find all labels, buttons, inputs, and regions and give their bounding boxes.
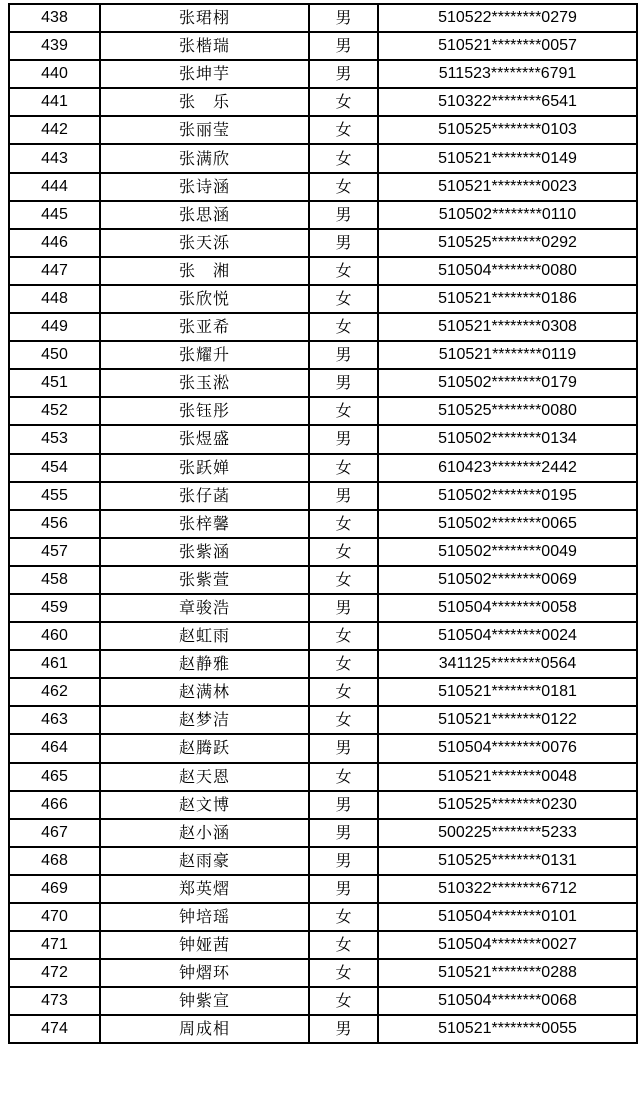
gender-cell: 女 xyxy=(309,650,378,678)
id-number-cell: 510525********0131 xyxy=(378,847,637,875)
gender-cell: 女 xyxy=(309,88,378,116)
table-row xyxy=(9,566,637,594)
id-number-cell: 510521********0149 xyxy=(378,144,637,172)
name-cell: 张坤芋 xyxy=(100,60,309,88)
table-row xyxy=(9,819,637,847)
id-number-cell: 510521********0023 xyxy=(378,173,637,201)
gender-cell: 女 xyxy=(309,116,378,144)
row-number-cell: 471 xyxy=(9,931,100,959)
id-number-cell: 510322********6712 xyxy=(378,875,637,903)
gender-cell: 男 xyxy=(309,1015,378,1043)
table-row xyxy=(9,397,637,425)
id-number-cell: 510521********0048 xyxy=(378,763,637,791)
table-row xyxy=(9,285,637,313)
table-row xyxy=(9,229,637,257)
row-number-cell: 466 xyxy=(9,791,100,819)
gender-cell: 男 xyxy=(309,734,378,762)
row-number-cell: 444 xyxy=(9,173,100,201)
row-number-cell: 450 xyxy=(9,341,100,369)
gender-cell: 女 xyxy=(309,454,378,482)
gender-cell: 女 xyxy=(309,285,378,313)
name-cell: 钟娅茜 xyxy=(100,931,309,959)
name-cell: 张满欣 xyxy=(100,144,309,172)
name-cell: 钟熠环 xyxy=(100,959,309,987)
row-number-cell: 446 xyxy=(9,229,100,257)
name-cell: 张紫涵 xyxy=(100,538,309,566)
name-cell: 张楷瑞 xyxy=(100,32,309,60)
row-number-cell: 453 xyxy=(9,425,100,453)
name-cell: 张丽莹 xyxy=(100,116,309,144)
gender-cell: 男 xyxy=(309,594,378,622)
name-cell: 张钰彤 xyxy=(100,397,309,425)
row-number-cell: 449 xyxy=(9,313,100,341)
gender-cell: 女 xyxy=(309,931,378,959)
row-number-cell: 443 xyxy=(9,144,100,172)
id-number-cell: 510525********0292 xyxy=(378,229,637,257)
gender-cell: 女 xyxy=(309,959,378,987)
table-row xyxy=(9,313,637,341)
table-row xyxy=(9,454,637,482)
name-cell: 赵天恩 xyxy=(100,763,309,791)
row-number-cell: 439 xyxy=(9,32,100,60)
gender-cell: 男 xyxy=(309,875,378,903)
id-number-cell: 510502********0134 xyxy=(378,425,637,453)
gender-cell: 男 xyxy=(309,229,378,257)
id-number-cell: 510502********0179 xyxy=(378,369,637,397)
name-cell: 张 湘 xyxy=(100,257,309,285)
id-number-cell: 510522********0279 xyxy=(378,4,637,32)
row-number-cell: 464 xyxy=(9,734,100,762)
gender-cell: 男 xyxy=(309,369,378,397)
name-cell: 赵腾跃 xyxy=(100,734,309,762)
gender-cell: 女 xyxy=(309,706,378,734)
id-number-cell: 510525********0230 xyxy=(378,791,637,819)
table-row xyxy=(9,650,637,678)
gender-cell: 女 xyxy=(309,510,378,538)
id-number-cell: 510521********0186 xyxy=(378,285,637,313)
name-cell: 张珺栩 xyxy=(100,4,309,32)
table-row xyxy=(9,144,637,172)
table-row xyxy=(9,116,637,144)
row-number-cell: 451 xyxy=(9,369,100,397)
name-cell: 张天泺 xyxy=(100,229,309,257)
name-cell: 张跃婵 xyxy=(100,454,309,482)
row-number-cell: 452 xyxy=(9,397,100,425)
row-number-cell: 447 xyxy=(9,257,100,285)
gender-cell: 女 xyxy=(309,566,378,594)
gender-cell: 女 xyxy=(309,144,378,172)
table-row xyxy=(9,847,637,875)
name-cell: 赵虹雨 xyxy=(100,622,309,650)
gender-cell: 男 xyxy=(309,819,378,847)
table-row xyxy=(9,875,637,903)
table-row xyxy=(9,173,637,201)
gender-cell: 男 xyxy=(309,32,378,60)
id-number-cell: 510502********0049 xyxy=(378,538,637,566)
name-cell: 张 乐 xyxy=(100,88,309,116)
name-cell: 周成相 xyxy=(100,1015,309,1043)
table-row xyxy=(9,32,637,60)
id-number-cell: 510502********0195 xyxy=(378,482,637,510)
gender-cell: 男 xyxy=(309,425,378,453)
table-row xyxy=(9,510,637,538)
table-row xyxy=(9,369,637,397)
name-cell: 赵静雅 xyxy=(100,650,309,678)
id-number-cell: 510525********0103 xyxy=(378,116,637,144)
gender-cell: 女 xyxy=(309,987,378,1015)
name-cell: 张诗涵 xyxy=(100,173,309,201)
id-number-cell: 510521********0119 xyxy=(378,341,637,369)
table-row xyxy=(9,791,637,819)
gender-cell: 男 xyxy=(309,60,378,88)
id-number-cell: 510525********0080 xyxy=(378,397,637,425)
gender-cell: 女 xyxy=(309,538,378,566)
gender-cell: 女 xyxy=(309,257,378,285)
table-row xyxy=(9,622,637,650)
id-number-cell: 610423********2442 xyxy=(378,454,637,482)
row-number-cell: 441 xyxy=(9,88,100,116)
gender-cell: 男 xyxy=(309,341,378,369)
row-number-cell: 458 xyxy=(9,566,100,594)
table-row xyxy=(9,931,637,959)
row-number-cell: 472 xyxy=(9,959,100,987)
id-number-cell: 510521********0055 xyxy=(378,1015,637,1043)
gender-cell: 女 xyxy=(309,622,378,650)
table-row xyxy=(9,4,637,32)
row-number-cell: 470 xyxy=(9,903,100,931)
gender-cell: 男 xyxy=(309,201,378,229)
row-number-cell: 457 xyxy=(9,538,100,566)
gender-cell: 男 xyxy=(309,4,378,32)
gender-cell: 女 xyxy=(309,397,378,425)
name-cell: 赵文博 xyxy=(100,791,309,819)
id-number-cell: 510504********0080 xyxy=(378,257,637,285)
row-number-cell: 474 xyxy=(9,1015,100,1043)
name-cell: 张亚希 xyxy=(100,313,309,341)
id-number-cell: 510504********0101 xyxy=(378,903,637,931)
row-number-cell: 448 xyxy=(9,285,100,313)
id-number-cell: 341125********0564 xyxy=(378,650,637,678)
row-number-cell: 438 xyxy=(9,4,100,32)
table-row xyxy=(9,257,637,285)
row-number-cell: 460 xyxy=(9,622,100,650)
gender-cell: 男 xyxy=(309,847,378,875)
table-row xyxy=(9,959,637,987)
name-cell: 张仔菡 xyxy=(100,482,309,510)
table-row xyxy=(9,341,637,369)
table-row xyxy=(9,425,637,453)
row-number-cell: 465 xyxy=(9,763,100,791)
id-number-cell: 510504********0058 xyxy=(378,594,637,622)
id-number-cell: 510504********0076 xyxy=(378,734,637,762)
id-number-cell: 500225********5233 xyxy=(378,819,637,847)
gender-cell: 男 xyxy=(309,482,378,510)
table-row xyxy=(9,763,637,791)
row-number-cell: 462 xyxy=(9,678,100,706)
row-number-cell: 469 xyxy=(9,875,100,903)
gender-cell: 女 xyxy=(309,763,378,791)
gender-cell: 男 xyxy=(309,791,378,819)
roster-body xyxy=(9,4,637,1043)
name-cell: 张欣悦 xyxy=(100,285,309,313)
name-cell: 章骏浩 xyxy=(100,594,309,622)
name-cell: 赵雨豪 xyxy=(100,847,309,875)
row-number-cell: 459 xyxy=(9,594,100,622)
id-number-cell: 511523********6791 xyxy=(378,60,637,88)
gender-cell: 女 xyxy=(309,173,378,201)
table-row xyxy=(9,678,637,706)
table-row xyxy=(9,594,637,622)
name-cell: 赵小涵 xyxy=(100,819,309,847)
id-number-cell: 510521********0288 xyxy=(378,959,637,987)
id-number-cell: 510521********0181 xyxy=(378,678,637,706)
row-number-cell: 463 xyxy=(9,706,100,734)
row-number-cell: 467 xyxy=(9,819,100,847)
name-cell: 张煜盛 xyxy=(100,425,309,453)
row-number-cell: 445 xyxy=(9,201,100,229)
name-cell: 郑英熠 xyxy=(100,875,309,903)
row-number-cell: 468 xyxy=(9,847,100,875)
roster-table xyxy=(8,3,638,1044)
row-number-cell: 473 xyxy=(9,987,100,1015)
table-row xyxy=(9,482,637,510)
name-cell: 张紫萱 xyxy=(100,566,309,594)
table-row xyxy=(9,60,637,88)
id-number-cell: 510521********0122 xyxy=(378,706,637,734)
row-number-cell: 456 xyxy=(9,510,100,538)
table-row xyxy=(9,987,637,1015)
row-number-cell: 454 xyxy=(9,454,100,482)
gender-cell: 女 xyxy=(309,313,378,341)
row-number-cell: 461 xyxy=(9,650,100,678)
table-row xyxy=(9,201,637,229)
id-number-cell: 510502********0069 xyxy=(378,566,637,594)
table-row xyxy=(9,538,637,566)
id-number-cell: 510502********0110 xyxy=(378,201,637,229)
row-number-cell: 440 xyxy=(9,60,100,88)
table-row xyxy=(9,88,637,116)
id-number-cell: 510322********6541 xyxy=(378,88,637,116)
name-cell: 张思涵 xyxy=(100,201,309,229)
table-row xyxy=(9,706,637,734)
id-number-cell: 510504********0027 xyxy=(378,931,637,959)
row-number-cell: 455 xyxy=(9,482,100,510)
name-cell: 钟紫宣 xyxy=(100,987,309,1015)
table-row xyxy=(9,734,637,762)
name-cell: 张耀升 xyxy=(100,341,309,369)
name-cell: 钟培瑶 xyxy=(100,903,309,931)
name-cell: 张梓馨 xyxy=(100,510,309,538)
gender-cell: 女 xyxy=(309,903,378,931)
name-cell: 赵满林 xyxy=(100,678,309,706)
name-cell: 赵梦洁 xyxy=(100,706,309,734)
id-number-cell: 510504********0024 xyxy=(378,622,637,650)
gender-cell: 女 xyxy=(309,678,378,706)
id-number-cell: 510521********0308 xyxy=(378,313,637,341)
id-number-cell: 510502********0065 xyxy=(378,510,637,538)
name-cell: 张玉淞 xyxy=(100,369,309,397)
id-number-cell: 510521********0057 xyxy=(378,32,637,60)
row-number-cell: 442 xyxy=(9,116,100,144)
table-row xyxy=(9,903,637,931)
table-row xyxy=(9,1015,637,1043)
id-number-cell: 510504********0068 xyxy=(378,987,637,1015)
